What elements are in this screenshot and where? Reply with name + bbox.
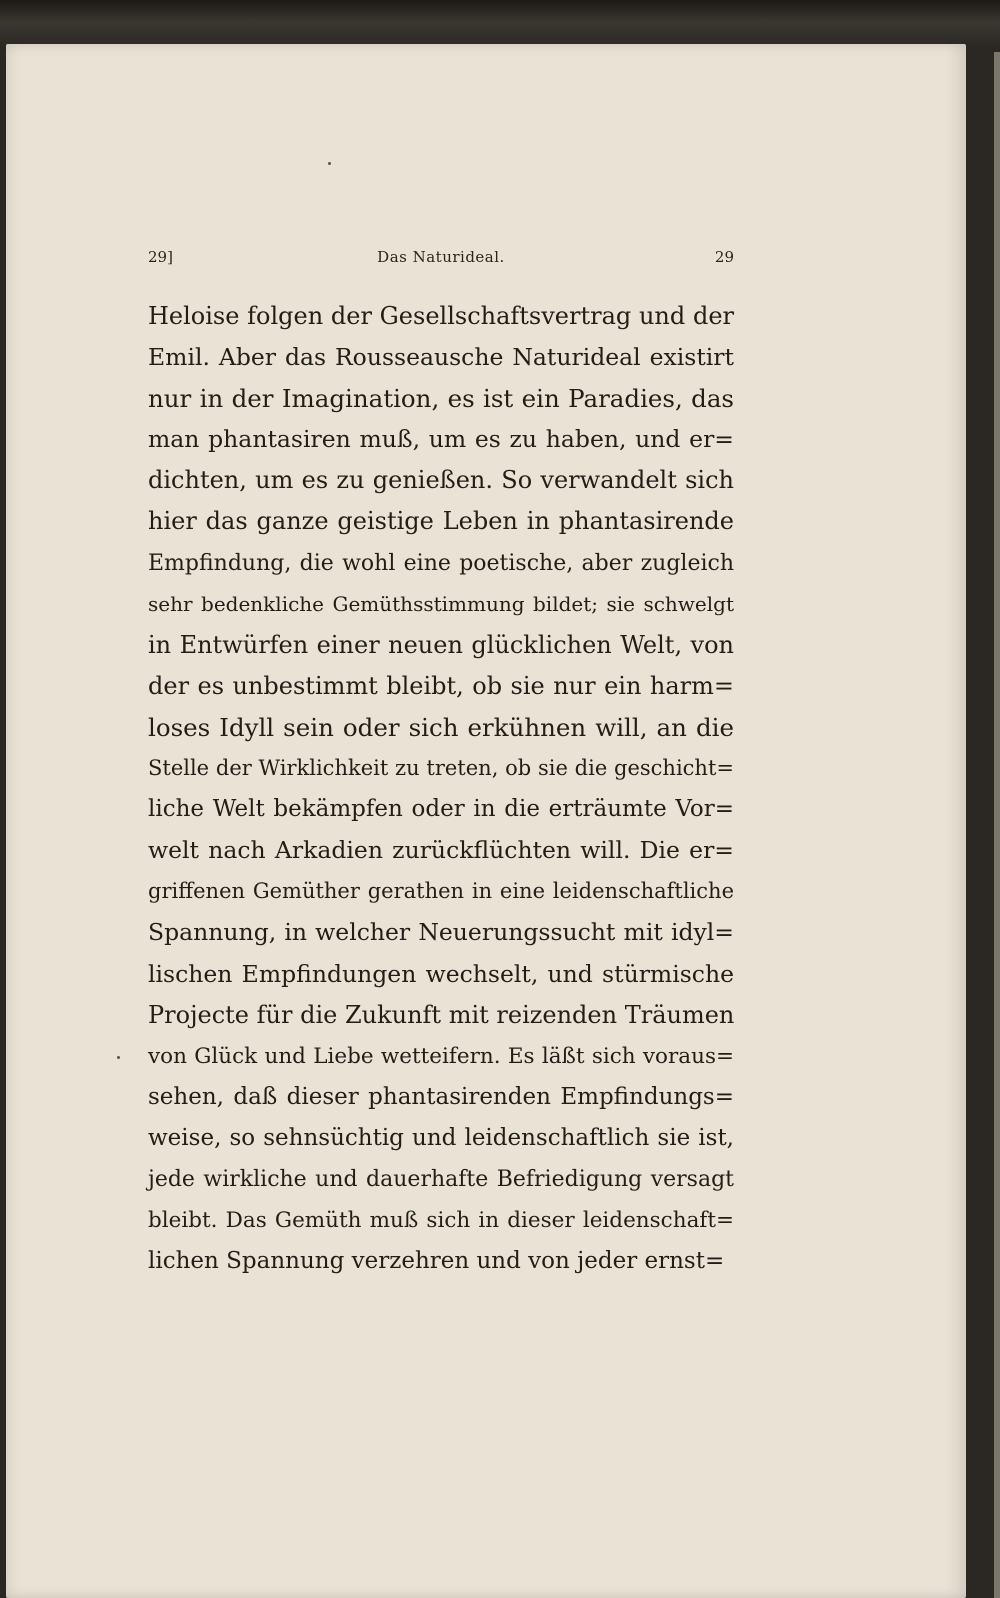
text-line: Empfindung, die wohl eine poetische, aber zugleich — [148, 550, 734, 576]
text-line: man phantasiren muß, um es zu haben, und er= — [148, 425, 734, 454]
text-line: liche Welt bekämpfen oder in die erträumte Vor= — [148, 796, 734, 823]
text-line: hier das ganze geistige Leben in phantasirende — [148, 507, 734, 536]
paper-speck — [117, 1056, 120, 1059]
text-line: Stelle der Wirklichkeit zu treten, ob sie die geschicht= — [148, 756, 734, 781]
section-number: 29] — [148, 248, 173, 266]
text-line: in Entwürfen einer neuen glücklichen Welt, von — [148, 630, 734, 659]
page-number: 29 — [714, 248, 734, 266]
body-text — [148, 296, 734, 1282]
text-line: jede wirkliche und dauerhafte Befriedigung versagt — [148, 1166, 734, 1192]
text-line: der es unbestimmt bleibt, ob sie nur ein harm= — [148, 671, 734, 700]
text-line: Spannung, in welcher Neuerungssucht mit idyl= — [148, 918, 734, 947]
text-line: sehr bedenkliche Gemüthsstimmung bildet; sie schwelgt — [148, 591, 734, 616]
text-line: lichen Spannung verzehren und von jeder ernst= — [148, 1248, 725, 1275]
text-line: griffenen Gemüther gerathen in eine leidenschaftliche — [148, 879, 734, 904]
text-line: bleibt. Das Gemüth muß sich in dieser leidenschaft= — [148, 1208, 734, 1234]
book-binding-top — [0, 0, 1000, 50]
running-title: Das Naturideal. — [377, 248, 505, 266]
text-line: weise, so sehnsüchtig und leidenschaftlich sie ist, — [148, 1124, 734, 1151]
text-line: welt nach Arkadien zurückflüchten will. Die er= — [148, 836, 734, 865]
text-line: Projecte für die Zukunft mit reizenden Träumen — [148, 1000, 735, 1029]
text-line: Emil. Aber das Rousseausche Naturideal existirt — [148, 343, 734, 372]
page-edge — [994, 52, 1000, 1598]
text-line: nur in der Imagination, es ist ein Paradies, das — [148, 384, 734, 414]
text-line: loses Idyll sein oder sich erkühnen will, an die — [148, 712, 734, 742]
text-line: von Glück und Liebe wetteifern. Es läßt sich voraus= — [148, 1043, 734, 1069]
running-head — [148, 248, 734, 270]
text-line: Heloise folgen der Gesellschaftsvertrag und der — [148, 302, 734, 330]
text-line: lischen Empfindungen wechselt, und stürmische — [148, 959, 734, 988]
paper-speck — [328, 162, 331, 165]
text-line: dichten, um es zu genießen. So verwandelt sich — [148, 466, 734, 495]
text-line: sehen, daß dieser phantasirenden Empfindungs= — [148, 1083, 734, 1110]
